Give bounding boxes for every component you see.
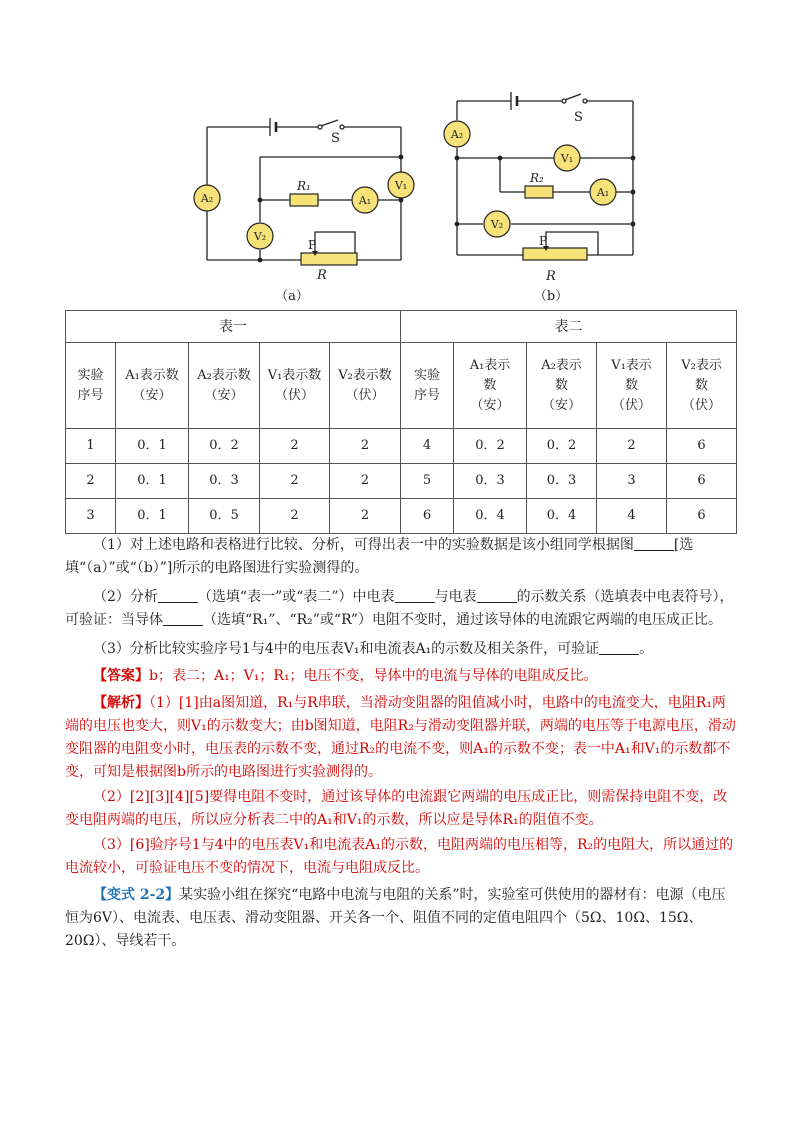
answer-blank[interactable]	[158, 588, 198, 603]
switch-label: S	[331, 131, 340, 146]
table-header-cell: 实验 序号	[66, 343, 116, 429]
svg-text:A₁: A₁	[358, 194, 372, 207]
table-cell: 2	[597, 429, 667, 464]
answer-blank[interactable]	[395, 588, 435, 603]
table-cell: 6	[401, 499, 454, 534]
answer-blank[interactable]	[163, 611, 203, 626]
table-cell: 0．1	[116, 464, 189, 499]
svg-text:V₁: V₁	[560, 152, 574, 165]
table-cell: 2	[66, 464, 116, 499]
resistor-r2-icon	[525, 186, 553, 198]
rheostat-b-icon	[523, 248, 587, 260]
svg-text:A₂: A₂	[450, 128, 464, 141]
data-table	[65, 310, 737, 534]
analysis-paragraph-2: （2）[2][3][4][5]要得电阻不变时，通过该导体的电流跟它两端的电压成正比，则需保持电阻不变，改变电阻两端的电压，所以应分析表二中的A₁和V₁的示数，所以应是导体R₁的阻值不变。	[65, 789, 728, 828]
svg-text:A₂: A₂	[200, 192, 214, 205]
table-cell: 4	[401, 429, 454, 464]
svg-text:V₁: V₁	[394, 179, 408, 192]
ammeter-a1-icon	[352, 187, 378, 213]
svg-text:V₂: V₂	[490, 218, 504, 231]
question-3: （3）分析比较实验序号1与4中的电压表V₁和电流表A₁的示数及相关条件，可验证 。	[93, 641, 654, 657]
figure-caption-b: （b）	[533, 289, 569, 304]
resistor-label: R₂	[530, 171, 544, 185]
table-header-cell: V₁表示 数 （伏）	[597, 343, 667, 429]
table-cell: 1	[66, 429, 116, 464]
switch-label: S	[574, 110, 583, 125]
resistor-label: R₁	[297, 179, 311, 193]
table-cell: 0．4	[454, 499, 527, 534]
resistor-r1-icon	[290, 194, 318, 206]
question-section	[65, 534, 737, 953]
answer-text: b；表二；A₁；V₁；R₁；电压不变，导体中的电流与导体的电阻成反比。	[149, 668, 598, 684]
answer-blank[interactable]	[599, 640, 639, 655]
question-1: （1）对上述电路和表格进行比较、分析，可得出表一中的实验数据是该小组同学根据图 [选填“（a）”或“（b）”]所示的电路图进行实验测得的。	[65, 537, 694, 576]
ammeter-a2-icon	[194, 185, 220, 211]
table-cell: 5	[401, 464, 454, 499]
table-header-cell: A₁表示 数 （安）	[454, 343, 527, 429]
table-group-2: 表二	[401, 311, 737, 343]
table-header-cell: A₂表示数 （安）	[189, 343, 260, 429]
answer-tag: 【答案】	[93, 668, 149, 684]
table-cell: 0．1	[116, 499, 189, 534]
table-header-cell: 实验 序号	[401, 343, 454, 429]
table-cell: 0．3	[454, 464, 527, 499]
ammeter-a2-icon	[444, 121, 470, 147]
voltmeter-v2-icon	[247, 223, 273, 249]
circuit-b-wires	[457, 101, 633, 255]
question-2: （2）分析 （选填“表一”或“表二”）中电表 与电表 的示数关系（选填表中电表符号），可验证：当导体 （选填“R₁”、“R₂”或“R”）电阻不变时，通过该导体的电流跟它两端的电压成正比。	[65, 589, 734, 628]
circuit-figures	[0, 0, 800, 310]
switch-b-icon	[562, 94, 587, 103]
table-cell: 6	[667, 499, 737, 534]
ammeter-a1-icon	[590, 179, 616, 205]
svg-text:V₂: V₂	[253, 230, 267, 243]
table-header-row	[66, 343, 737, 429]
table-cell: 6	[667, 464, 737, 499]
table-cell: 6	[667, 429, 737, 464]
table-cell: 0．2	[189, 429, 260, 464]
table-cell: 3	[597, 464, 667, 499]
table-cell: 2	[330, 429, 401, 464]
switch-a-icon	[318, 120, 344, 129]
rheostat-a-icon	[301, 253, 357, 265]
table-cell: 3	[66, 499, 116, 534]
answer-blank[interactable]	[634, 536, 674, 551]
table-header-cell: V₂表示数 （伏）	[330, 343, 401, 429]
table-header-cell: V₁表示数 （伏）	[260, 343, 330, 429]
table-cell: 2	[260, 429, 330, 464]
table-header-cell: A₁表示数 （安）	[116, 343, 189, 429]
analysis-paragraph-3: （3）[6]验序号1与4中的电压表V₁和电流表A₁的示数，电阻两端的电压相等，R₂的电阻大，所以通过的电流较小，可验证电压不变的情况下，电流与电阻成反比。	[65, 837, 734, 876]
voltmeter-v1-icon	[554, 145, 580, 171]
table-cell: 2	[260, 464, 330, 499]
slider-label: P	[539, 234, 548, 248]
rheostat-label: R	[546, 269, 556, 284]
answer-paragraph	[65, 665, 737, 688]
table-header-cell: V₂表示 数 （伏）	[667, 343, 737, 429]
slider-label: P	[308, 238, 317, 252]
table-row	[66, 429, 737, 464]
table-cell: 0．2	[454, 429, 527, 464]
figure-caption-a: （a）	[275, 289, 309, 304]
voltmeter-v2-icon	[484, 211, 510, 237]
variant-tag: 【变式 2-2】	[93, 887, 180, 903]
analysis-tag: 【解析】	[93, 695, 149, 711]
table-cell: 0．3	[527, 464, 597, 499]
table-cell: 2	[330, 464, 401, 499]
answer-blank[interactable]	[477, 588, 517, 603]
table-body	[66, 429, 737, 534]
table-cell: 0．4	[527, 499, 597, 534]
variant-paragraph: 【变式 2-2】某实验小组在探究“电路中电流与电阻的关系”时，实验室可供使用的器材有：电源（电压恒为6V）、电流表、电压表、滑动变阻器、开关各一个、阻值不同的定值电阻四个（5Ω、10Ω、15Ω、20Ω）、导线若干。	[65, 887, 726, 949]
table-row	[66, 464, 737, 499]
table-cell: 0．2	[527, 429, 597, 464]
table-cell: 0．3	[189, 464, 260, 499]
table-header-cell: A₂表示 数 （安）	[527, 343, 597, 429]
table-group-1: 表一	[66, 311, 401, 343]
analysis-paragraph-1: 【解析】（1）[1]由a图知道，R₁与R串联，当滑动变阻器的阻值减小时，电路中的电流变大，电阻R₁两端的电压也变大，则V₁的示数变大；由b图知道，电阻R₂与滑动变阻器并联，两端的电压等于电源电压，滑动变阻器的电阻变小时，电压表的示数不变，通过R₂的电流不变，则A₁的示数不变；表一中A₁和V₁的示数都不变，可知是根据图b所示的电路图进行实验测得的。	[65, 695, 736, 780]
rheostat-label: R	[317, 268, 327, 283]
table-cell: 4	[597, 499, 667, 534]
table-cell: 2	[330, 499, 401, 534]
voltmeter-v1-icon	[388, 172, 414, 198]
table-cell: 0．5	[189, 499, 260, 534]
table-cell: 2	[260, 499, 330, 534]
table-row	[66, 499, 737, 534]
svg-text:A₁: A₁	[596, 186, 610, 199]
table-cell: 0．1	[116, 429, 189, 464]
